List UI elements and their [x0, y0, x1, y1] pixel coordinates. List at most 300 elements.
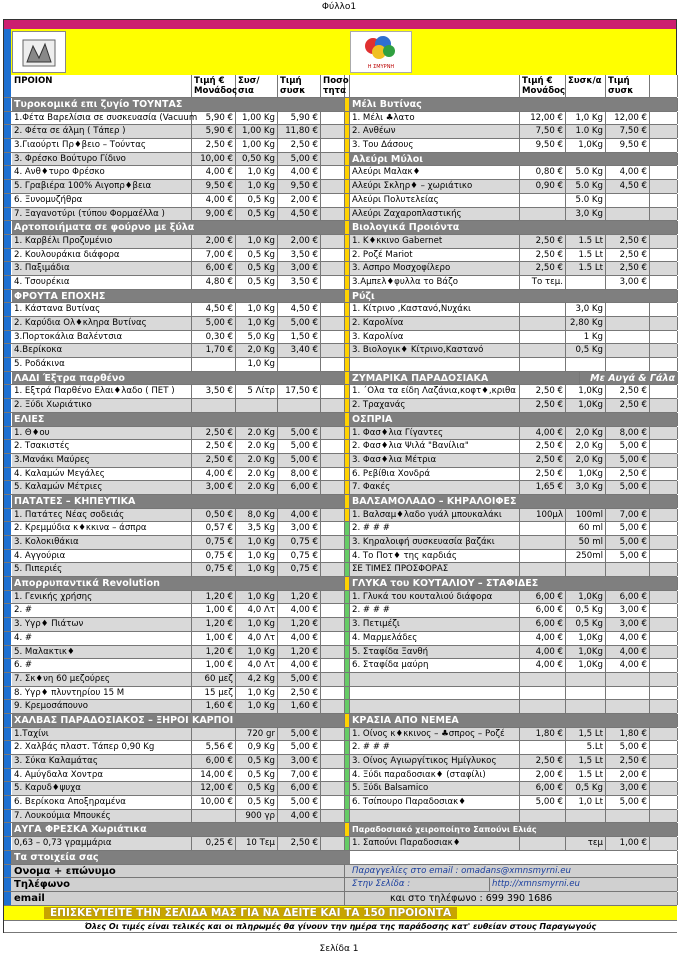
quantity-input[interactable] [650, 782, 678, 795]
row-strip [4, 125, 11, 138]
header-package-price-right: Τιμή συσκ [606, 75, 650, 97]
price-cell: 7,00 € [606, 509, 650, 522]
price-cell: 5,00 € [278, 741, 321, 754]
price-cell: 3,40 € [278, 344, 321, 357]
product-name: 2. Ξύδι Χωριάτικο [12, 399, 192, 412]
quantity-input[interactable] [650, 673, 678, 686]
product-name: 1. Γλυκά του κουταλιού διάφορα [350, 591, 520, 604]
row-strip [4, 823, 11, 836]
price-cell: 4,00 € [606, 646, 650, 659]
product-name: 3. Του Δάσους [350, 139, 520, 152]
price-cell: 100ml [566, 509, 606, 522]
price-cell: 5,00 € [278, 796, 321, 809]
price-cell: 900 γρ [236, 810, 278, 823]
category-row [4, 290, 677, 304]
row-strip [4, 166, 11, 179]
top-color-bar [3, 19, 677, 29]
price-cell [520, 331, 566, 344]
quantity-input[interactable] [650, 632, 678, 645]
email-label: email [12, 892, 345, 905]
product-name: 3.Γιαούρτι Πρ♦βειο – Τούντας [12, 139, 192, 152]
category-title: ΕΛΙΕΣ [12, 413, 345, 426]
price-cell [606, 317, 650, 330]
quantity-input[interactable] [321, 166, 345, 179]
quantity-input[interactable] [321, 687, 345, 700]
price-cell: 5,00 € [278, 728, 321, 741]
product-name: 2. Τραχανάς [350, 399, 520, 412]
price-cell: 0,57 € [192, 522, 236, 535]
price-cell: 5,56 € [192, 741, 236, 754]
price-cell [236, 399, 278, 412]
price-cell: 5,90 € [192, 125, 236, 138]
quantity-input[interactable] [650, 454, 678, 467]
quantity-input[interactable] [650, 180, 678, 193]
quantity-input[interactable] [650, 194, 678, 207]
price-cell: 0,9 Kg [236, 741, 278, 754]
category-title: ΦΡΟΥΤΑ ΕΠΟΧΗΣ [12, 290, 345, 303]
price-cell: 1,00 Kg [236, 125, 278, 138]
product-name: 6. Σταφίδα μαύρη [350, 659, 520, 672]
row-strip [4, 659, 11, 672]
price-cell: 2,00 € [520, 769, 566, 782]
price-cell [606, 700, 650, 713]
category-title: ΠΑΤΑΤΕΣ – ΚΗΠΕΥΤΙΚΑ [12, 495, 345, 508]
price-cell: 2,50 € [520, 468, 566, 481]
price-cell: 2,50 € [520, 440, 566, 453]
price-cell: 1,00 € [192, 659, 236, 672]
price-cell: 10,00 € [192, 153, 236, 166]
quantity-input[interactable] [321, 837, 345, 850]
product-name: 5. Μαλακτικ♦ [12, 646, 192, 659]
quantity-input[interactable] [650, 591, 678, 604]
product-name: 1. Κ♦κκινο Gabernet [350, 235, 520, 248]
price-cell: 5,00 € [606, 454, 650, 467]
product-name: 3.Μανάκι Μαύρες [12, 454, 192, 467]
price-cell: 5 Λίτρ [236, 385, 278, 398]
quantity-input[interactable] [321, 741, 345, 754]
quantity-input[interactable] [321, 112, 345, 125]
price-cell: 9,50 € [520, 139, 566, 152]
quantity-input[interactable] [650, 481, 678, 494]
price-cell: 0,30 € [192, 331, 236, 344]
price-cell: 1,0 Kg [236, 563, 278, 576]
product-name: 1.Φέτα Βαρελίσια σε συσκευασία (Vacuum [14, 112, 198, 123]
table-row [4, 591, 677, 605]
row-strip [4, 509, 11, 522]
email-row [4, 892, 677, 906]
quantity-input[interactable] [321, 536, 345, 549]
price-cell: 1.5 Lt [566, 249, 606, 262]
category-note: Με Αυγά & Γάλα [580, 372, 678, 385]
price-cell: 2,50 € [520, 249, 566, 262]
price-cell: 0,75 € [192, 550, 236, 563]
price-cell: 0,5 Kg [236, 262, 278, 275]
quantity-input[interactable] [650, 687, 678, 700]
quantity-input[interactable] [321, 249, 345, 262]
quantity-input[interactable] [321, 262, 345, 275]
quantity-input[interactable] [650, 796, 678, 809]
table-row [4, 194, 677, 208]
quantity-input[interactable] [650, 112, 678, 125]
quantity-input[interactable] [321, 139, 345, 152]
row-strip [4, 591, 11, 604]
price-cell: 1,0 Kg [566, 112, 606, 125]
quantity-input[interactable] [321, 344, 345, 357]
header-unit-price-right: Τιμή € Μονάδος [522, 76, 566, 96]
table-row [4, 659, 677, 673]
quantity-input[interactable] [321, 454, 345, 467]
table-row [4, 509, 677, 523]
price-cell: 0,75 € [278, 536, 321, 549]
price-cell: 1,0Kg [566, 399, 606, 412]
product-name: 8. Υγρ♦ πλυντηρίου 15 Μ [12, 687, 192, 700]
quantity-input[interactable] [650, 303, 678, 316]
sheet-title: Φύλλο1 [321, 2, 357, 12]
name-label: Ονομα + επώνυμο [12, 865, 345, 878]
table-row [4, 125, 677, 139]
product-name: 3.Πορτοκάλια Βαλέντσια [12, 331, 192, 344]
quantity-input[interactable] [650, 249, 678, 262]
price-cell [520, 317, 566, 330]
quantity-input[interactable] [650, 344, 678, 357]
price-cell: 8,00 € [278, 468, 321, 481]
price-cell: 0,50 € [192, 509, 236, 522]
row-strip [4, 646, 11, 659]
price-cell [520, 208, 566, 221]
price-cell: 4,00 € [520, 646, 566, 659]
quantity-input[interactable] [650, 741, 678, 754]
price-cell: 2,50 € [606, 235, 650, 248]
price-cell: 2,0 Kg [236, 344, 278, 357]
quantity-input[interactable] [650, 522, 678, 535]
quantity-input[interactable] [321, 673, 345, 686]
table-header [4, 75, 677, 98]
table-row [4, 112, 677, 126]
price-cell: 4,00 € [278, 810, 321, 823]
quantity-input[interactable] [650, 166, 678, 179]
price-cell: 1,00 Kg [236, 139, 278, 152]
row-strip [4, 75, 11, 97]
quantity-input[interactable] [321, 276, 345, 289]
quantity-input[interactable] [321, 659, 345, 672]
quantity-input[interactable] [321, 331, 345, 344]
category-title-right: ΓΛΥΚΑ του ΚΟΥΤΑΛΙΟΥ – ΣΤΑΦΙΔΕΣ [350, 577, 678, 590]
price-cell: 0,5 Kg [236, 208, 278, 221]
product-name: 6. Τσίπουρο Παραδοσιακ♦ [350, 796, 520, 809]
header-package-right: Συσκ/α [566, 75, 606, 97]
price-cell: 5,00 € [192, 317, 236, 330]
price-cell: 4,00 € [278, 659, 321, 672]
quantity-input[interactable] [321, 796, 345, 809]
table-row [4, 262, 677, 276]
quantity-input[interactable] [650, 358, 678, 371]
product-name: 2. Φασ♦λια Ψιλά "Βανίλια" [350, 440, 520, 453]
quantity-input[interactable] [650, 604, 678, 617]
price-cell: 0,5 Kg [566, 604, 606, 617]
quantity-input[interactable] [650, 262, 678, 275]
category-row [4, 577, 677, 591]
price-cell: 1,20 € [192, 646, 236, 659]
price-cell: 5,00 € [606, 741, 650, 754]
quantity-input[interactable] [321, 769, 345, 782]
quantity-input[interactable] [321, 522, 345, 535]
price-cell [606, 208, 650, 221]
price-cell: 1,0 Kg [236, 618, 278, 631]
quantity-input[interactable] [650, 399, 678, 412]
table-row [4, 180, 677, 194]
price-cell: 3,00 € [606, 276, 650, 289]
quantity-input[interactable] [650, 659, 678, 672]
price-cell: 1,60 € [192, 700, 236, 713]
quantity-input[interactable] [321, 399, 345, 412]
price-cell [520, 303, 566, 316]
table-row [4, 331, 677, 345]
quantity-input[interactable] [650, 837, 678, 850]
table-row [4, 700, 677, 714]
quantity-input[interactable] [650, 563, 678, 576]
quantity-input[interactable] [321, 646, 345, 659]
quantity-input[interactable] [650, 509, 678, 522]
category-title: Αρτοποιήματα σε φούρνο με ξύλα [12, 221, 345, 234]
price-cell: 2,50 € [520, 755, 566, 768]
price-cell: 5,00 € [520, 796, 566, 809]
row-strip [4, 468, 11, 481]
quantity-input[interactable] [321, 604, 345, 617]
price-cell: 12,00 € [520, 112, 566, 125]
category-title-right: Παραδοσιακό χειροποίητο Σαπούνι Ελιάς [350, 823, 678, 836]
row-strip [4, 262, 11, 275]
row-strip [4, 714, 11, 727]
table-row [4, 563, 677, 577]
price-cell [566, 673, 606, 686]
price-cell [520, 687, 566, 700]
quantity-input[interactable] [321, 618, 345, 631]
quantity-input[interactable] [321, 563, 345, 576]
quantity-input[interactable] [321, 632, 345, 645]
table-row [4, 208, 677, 222]
quantity-input[interactable] [321, 481, 345, 494]
price-cell: 7,00 € [278, 769, 321, 782]
price-cell: 0,5 Kg [566, 782, 606, 795]
table-row [4, 358, 677, 372]
quantity-input[interactable] [650, 755, 678, 768]
price-cell [566, 563, 606, 576]
quantity-input[interactable] [321, 700, 345, 713]
quantity-input[interactable] [650, 700, 678, 713]
price-cell: 0,5 Kg [236, 782, 278, 795]
row-strip [4, 385, 11, 398]
row-strip [4, 208, 11, 221]
product-name: 3.Αμπελ♦φυλλα το Βάζο [350, 276, 520, 289]
quantity-input[interactable] [321, 385, 345, 398]
category-title-right: Βιολογικά Προιόντα [350, 221, 678, 234]
quantity-input[interactable] [321, 550, 345, 563]
price-cell: 4,00 € [278, 166, 321, 179]
price-cell: 1,0 Kg [236, 591, 278, 604]
price-cell: 60 μεζ [192, 673, 236, 686]
price-cell: 1,0 Lt [566, 796, 606, 809]
quantity-input[interactable] [321, 208, 345, 221]
price-cell: 4,50 € [278, 208, 321, 221]
product-name: 6. Βερίκοκα Αποξηραμένα [12, 796, 192, 809]
table-row [4, 440, 677, 454]
price-cell: 2,50 € [278, 139, 321, 152]
quantity-input[interactable] [321, 235, 345, 248]
quantity-input[interactable] [321, 303, 345, 316]
product-name: 2. Ανθέων [350, 125, 520, 138]
product-name: 2. Κουλουράκια διάφορα [12, 249, 192, 262]
product-name: 5. Καρυδ♦ψυχα [12, 782, 192, 795]
price-cell: 1,80 € [606, 728, 650, 741]
row-strip [4, 769, 11, 782]
quantity-input[interactable] [650, 769, 678, 782]
visit-banner[interactable]: ΕΠΙΣΚΕΥΤΕΙΤΕ ΤΗΝ ΣΕΛΙΔΑ ΜΑΣ ΓΙΑ ΝΑ ΔΕΙΤΕ ΚΑΙ ΤΑ 150 ΠΡΟΙΟΝΤΑ [44, 907, 457, 919]
quantity-input[interactable] [650, 810, 678, 823]
quantity-input[interactable] [650, 139, 678, 152]
quantity-input[interactable] [650, 125, 678, 138]
quantity-input[interactable] [650, 728, 678, 741]
price-cell: 1,20 € [278, 591, 321, 604]
quantity-input[interactable] [321, 358, 345, 371]
quantity-input[interactable] [321, 509, 345, 522]
table-row [4, 741, 677, 755]
product-name: 2. # # # [350, 522, 520, 535]
price-cell: 1,0 Kg [236, 700, 278, 713]
quantity-input[interactable] [321, 810, 345, 823]
quantity-input[interactable] [650, 385, 678, 398]
product-name [350, 358, 520, 371]
price-cell [278, 399, 321, 412]
category-row [4, 413, 677, 427]
price-cell: 6,00 € [192, 755, 236, 768]
product-name [350, 687, 520, 700]
quantity-input[interactable] [321, 440, 345, 453]
quantity-input[interactable] [650, 646, 678, 659]
table-row [4, 481, 677, 495]
row-strip [4, 440, 11, 453]
name-row [4, 865, 677, 879]
category-row [4, 221, 677, 235]
table-row [4, 536, 677, 550]
quantity-input[interactable] [321, 153, 345, 166]
price-cell: 5,0 Kg [236, 331, 278, 344]
site-url-link[interactable]: http://xmnsmyrni.eu [490, 878, 678, 891]
quantity-input[interactable] [650, 208, 678, 221]
price-cell: 2,50 € [520, 399, 566, 412]
price-cell: 2,50 € [192, 139, 236, 152]
price-cell: 9,50 € [192, 180, 236, 193]
price-cell: 4,00 € [192, 194, 236, 207]
price-cell: 1,0Kg [566, 659, 606, 672]
table-row [4, 769, 677, 783]
table-row [4, 632, 677, 646]
price-cell: 2,00 € [278, 235, 321, 248]
quantity-input[interactable] [650, 536, 678, 549]
quantity-input[interactable] [321, 591, 345, 604]
product-name: 3. Φασ♦λια Μέτρια [350, 454, 520, 467]
row-strip [4, 235, 11, 248]
price-cell: 1,0 Kg [236, 317, 278, 330]
row-strip [4, 413, 11, 426]
quantity-input[interactable] [650, 317, 678, 330]
price-cell: 1,0 Kg [236, 180, 278, 193]
quantity-input[interactable] [650, 618, 678, 631]
table-row [4, 468, 677, 482]
price-cell: 1,0Kg [566, 468, 606, 481]
row-strip [4, 741, 11, 754]
product-name: 4. Το Ποτ♦ της καρδιάς [350, 550, 520, 563]
quantity-input[interactable] [321, 317, 345, 330]
category-title: ΧΑΛΒΑΣ ΠΑΡΑΔΟΣΙΑΚΟΣ – ΞΗΡΟΙ ΚΑΡΠΟΙ [12, 714, 345, 727]
header-unit-price: Τιμή € Μονάδος [194, 76, 238, 96]
price-cell: 4,0 Λτ [236, 604, 278, 617]
quantity-input[interactable] [650, 235, 678, 248]
product-name: 6. Ρεβίθια Χονδρά [350, 468, 520, 481]
product-name: 7. Λουκούμια Μπουκές [12, 810, 192, 823]
category-title-right: Αλεύρι Μύλοι [350, 153, 678, 166]
price-cell: 1,0Kg [566, 385, 606, 398]
price-cell: 4,00 € [520, 427, 566, 440]
quantity-input[interactable] [650, 550, 678, 563]
table-row [4, 235, 677, 249]
quantity-input[interactable] [321, 468, 345, 481]
product-name: 1. Οίνος κ♦κκινος – ♣σπρος – Ροζέ [350, 728, 520, 741]
price-cell: 3,00 € [606, 782, 650, 795]
table-row [4, 317, 677, 331]
orders-email-text[interactable]: Παραγγελίες στο email : omadans@xmnsmyrni.eu [350, 865, 678, 878]
price-cell: 9,00 € [192, 208, 236, 221]
product-name: 1. Καρβέλι Προζυμένιο [12, 235, 192, 248]
price-cell: 2,00 € [278, 194, 321, 207]
quantity-input[interactable] [321, 194, 345, 207]
quantity-input[interactable] [650, 276, 678, 289]
price-cell [606, 331, 650, 344]
price-cell: 5,00 € [278, 317, 321, 330]
product-name: 0,63 – 0,73 γραμμάρια [12, 837, 192, 850]
table-row [4, 646, 677, 660]
quantity-input[interactable] [650, 440, 678, 453]
phone-row [4, 878, 677, 892]
product-name: 5. Καλαμών Μέτριες [12, 481, 192, 494]
table-row [4, 522, 677, 536]
quantity-input[interactable] [650, 427, 678, 440]
price-cell: 3,50 € [278, 276, 321, 289]
price-cell: 6,00 € [192, 262, 236, 275]
price-cell: 1,20 € [192, 618, 236, 631]
price-cell: 5.0 Kg [566, 180, 606, 193]
price-cell: 2,50 € [606, 755, 650, 768]
price-cell: 3,0 Kg [566, 481, 606, 494]
quantity-input[interactable] [650, 468, 678, 481]
price-cell: 14,00 € [192, 769, 236, 782]
quantity-input[interactable] [321, 782, 345, 795]
price-cell: 5,90 € [278, 112, 321, 125]
quantity-input[interactable] [321, 755, 345, 768]
row-strip [4, 276, 11, 289]
quantity-input[interactable] [321, 728, 345, 741]
table-row [4, 303, 677, 317]
table-row [4, 139, 677, 153]
price-cell: 3,0 Kg [566, 303, 606, 316]
price-cell [192, 728, 236, 741]
quantity-input[interactable] [650, 331, 678, 344]
quantity-input[interactable] [321, 180, 345, 193]
quantity-input[interactable] [321, 427, 345, 440]
price-cell: 1.5 Lt [566, 235, 606, 248]
quantity-input[interactable] [321, 125, 345, 138]
price-cell: 2.0 Kg [236, 468, 278, 481]
row-strip [4, 618, 11, 631]
